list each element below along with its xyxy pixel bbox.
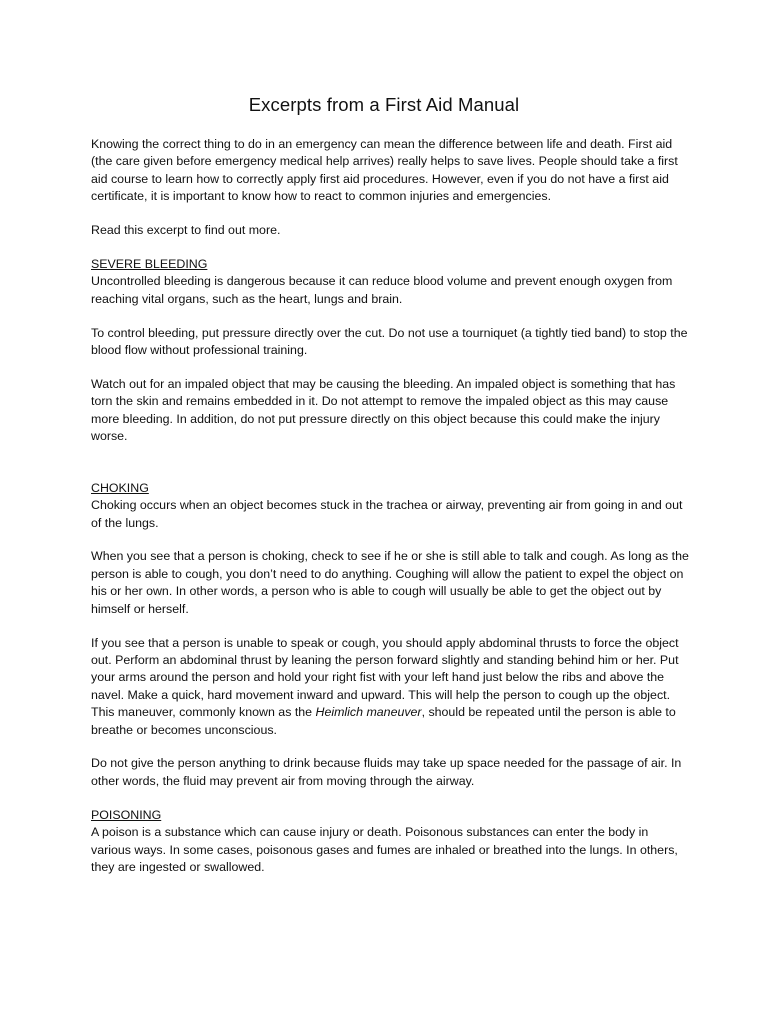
heimlich-text-before: If you see that a person is unable to speak or cough, you should apply abdominal thrusts to force the object out. Perform an abdominal thrust by leaning the person forward slightly and standing behind him or her. Put your arms around the person and hold your right fist with your left hand just below the ribs and above the navel. Make a quick, hard movement inward and upward. This will help the person to cough up the object. This maneuver, commonly known as the [91, 635, 679, 720]
section-heading-choking: CHOKING [91, 480, 149, 495]
document-body [91, 136, 691, 893]
heimlich-maneuver-term: Heimlich maneuver [315, 705, 422, 720]
choking-paragraph-3 [91, 635, 691, 739]
choking-paragraph-4: Do not give the person anything to drink because fluids may take up space needed for the passage of air. In other words, the fluid may prevent air from moving through the airway. [91, 756, 682, 788]
section-heading-severe-bleeding: SEVERE BLEEDING [91, 257, 208, 272]
bleeding-paragraph-2: To control bleeding, put pressure directly over the cut. Do not use a tourniquet (a tightly tied band) to stop the blood flow without professional training. [91, 325, 688, 358]
poisoning-paragraph-1: A poison is a substance which can cause injury or death. Poisonous substances can enter the body in various ways. In some cases, poisonous gases and fumes are inhaled or breathed into the lungs. In others, they are ingested or swallowed. [91, 825, 678, 874]
intro-paragraph-1: Knowing the correct thing to do in an emergency can mean the difference between life and death. First aid (the care given before emergency medical help arrives) really helps to save lives. People should take a first aid course to learn how to correctly apply first aid procedures. However, even if you do not have a first aid certificate, it is important to know how to react to common injuries and emergencies. [91, 137, 678, 204]
choking-paragraph-2: When you see that a person is choking, check to see if he or she is still able to talk and cough. As long as the person is able to cough, you don’t need to do anything. Coughing will allow the patient to expel the object on his or her own. In other words, a person who is able to cough will usually be able to get the object out by himself or herself. [91, 549, 689, 616]
choking-paragraph-1: Choking occurs when an object becomes stuck in the trachea or airway, preventing air from going in and out of the lungs. [91, 498, 683, 530]
intro-paragraph-2: Read this excerpt to find out more. [91, 223, 281, 238]
section-heading-poisoning: POISONING [91, 807, 162, 822]
page-title: Excerpts from a First Aid Manual [248, 94, 520, 115]
bleeding-paragraph-3: Watch out for an impaled object that may be causing the bleeding. An impaled object is something that has torn the skin and remains embedded in it. Do not attempt to remove the impaled object as this may cause more bleeding. In addition, do not put pressure directly on this object because this could make the injury worse. [91, 377, 676, 444]
bleeding-paragraph-1: Uncontrolled bleeding is dangerous because it can reduce blood volume and prevent enough oxygen from reaching vital organs, such as the heart, lungs and brain. [91, 274, 673, 306]
section-choking [91, 480, 691, 791]
section-severe-bleeding [91, 256, 691, 446]
heimlich-text-after: , should be repeated until the person is able to breathe or becomes unconscious. [91, 705, 676, 737]
section-poisoning [91, 807, 691, 877]
